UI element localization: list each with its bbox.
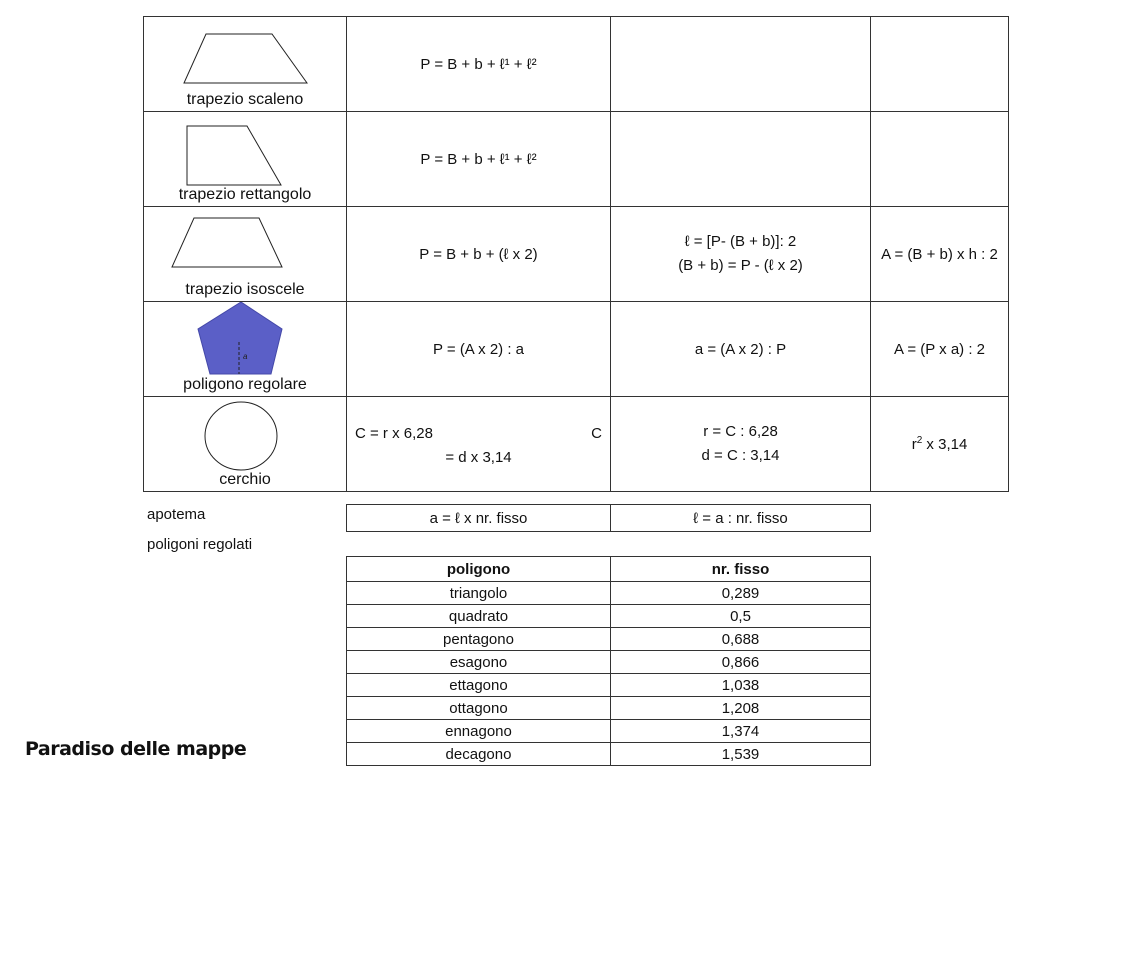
inverse-formula-line: r = C : 6,28: [703, 423, 778, 440]
fixed-number: 0,866: [611, 651, 871, 674]
table-row: [347, 674, 871, 697]
shape-cell: [144, 302, 347, 397]
side-formula: ℓ = a : nr. fisso: [611, 505, 871, 532]
shape-cell: [144, 207, 347, 302]
polygon-name: triangolo: [347, 582, 611, 605]
shape-cell: [144, 112, 347, 207]
fixed-number: 0,688: [611, 628, 871, 651]
polygon-name: ettagono: [347, 674, 611, 697]
shape-label: poligono regolare: [183, 376, 307, 393]
table-row: [347, 582, 871, 605]
inverse-formula: [611, 207, 871, 302]
shape-label: trapezio scaleno: [186, 91, 304, 108]
area-formula: [871, 397, 1009, 492]
apotema-table: [346, 504, 871, 532]
polygon-name: ennagono: [347, 720, 611, 743]
inverse-formula: [611, 397, 871, 492]
apotema-label: apotema: [147, 506, 206, 523]
header-poligono: poligono: [347, 557, 611, 582]
table-row: [347, 720, 871, 743]
shape-label: trapezio isoscele: [185, 281, 305, 298]
table-row: [347, 743, 871, 766]
table-row: [347, 651, 871, 674]
perimeter-formula: P = (A x 2) : a: [347, 302, 611, 397]
shape-cell: [144, 17, 347, 112]
table-row: [347, 628, 871, 651]
fixed-number: 1,208: [611, 697, 871, 720]
fixed-number: 0,289: [611, 582, 871, 605]
table-row: [347, 605, 871, 628]
apothem-mark: a: [243, 352, 248, 361]
circumference-symbol: C: [591, 425, 602, 442]
inverse-formula: [611, 17, 871, 112]
area-r: r: [911, 436, 917, 453]
fixed-number: 1,038: [611, 674, 871, 697]
area-formula: [871, 112, 1009, 207]
circumference-formula: [347, 397, 611, 492]
table-row: [144, 397, 1009, 492]
fixed-number: 0,5: [611, 605, 871, 628]
perimeter-formula: P = B + b + (ℓ x 2): [347, 207, 611, 302]
shape-label: trapezio rettangolo: [178, 186, 312, 203]
inverse-formula: a = (A x 2) : P: [611, 302, 871, 397]
inverse-formula: [611, 112, 871, 207]
area-formula: A = (B + b) x h : 2: [871, 207, 1009, 302]
circumference-radius: C = r x 6,28: [355, 425, 433, 442]
table-row: [144, 17, 1009, 112]
shape-cell: [144, 397, 347, 492]
polygon-name: esagono: [347, 651, 611, 674]
area-formula: A = (P x a) : 2: [871, 302, 1009, 397]
poligoni-label: poligoni regolati: [147, 536, 253, 553]
area-rest: x 3,14: [922, 436, 968, 453]
inverse-formula-line: ℓ = [P- (B + b)]: 2: [684, 233, 797, 250]
table-row: [144, 207, 1009, 302]
polygon-name: ottagono: [347, 697, 611, 720]
area-formula: [871, 17, 1009, 112]
table-header: [347, 557, 871, 582]
fixed-number: 1,539: [611, 743, 871, 766]
perimeter-formula: P = B + b + ℓ¹ + ℓ²: [347, 17, 611, 112]
table-row: [347, 697, 871, 720]
apotema-formula: a = ℓ x nr. fisso: [347, 505, 611, 532]
polygon-name: decagono: [347, 743, 611, 766]
table-row: [144, 112, 1009, 207]
shape-label: cerchio: [219, 471, 271, 488]
perimeter-formula: P = B + b + ℓ¹ + ℓ²: [347, 112, 611, 207]
table-row: [144, 302, 1009, 397]
polygon-name: pentagono: [347, 628, 611, 651]
circumference-diameter: = d x 3,14: [445, 449, 512, 466]
table-row: [347, 505, 871, 532]
header-nr-fisso: nr. fisso: [611, 557, 871, 582]
inverse-formula-line: d = C : 3,14: [701, 447, 780, 464]
fixed-number-table: [346, 556, 871, 766]
fixed-number: 1,374: [611, 720, 871, 743]
area-exponent: 2: [916, 435, 923, 446]
polygon-name: quadrato: [347, 605, 611, 628]
inverse-formula-line: (B + b) = P - (ℓ x 2): [678, 257, 803, 274]
formula-table: [143, 16, 1009, 492]
brand-logo-text: Paradiso delle mappe: [25, 738, 247, 760]
